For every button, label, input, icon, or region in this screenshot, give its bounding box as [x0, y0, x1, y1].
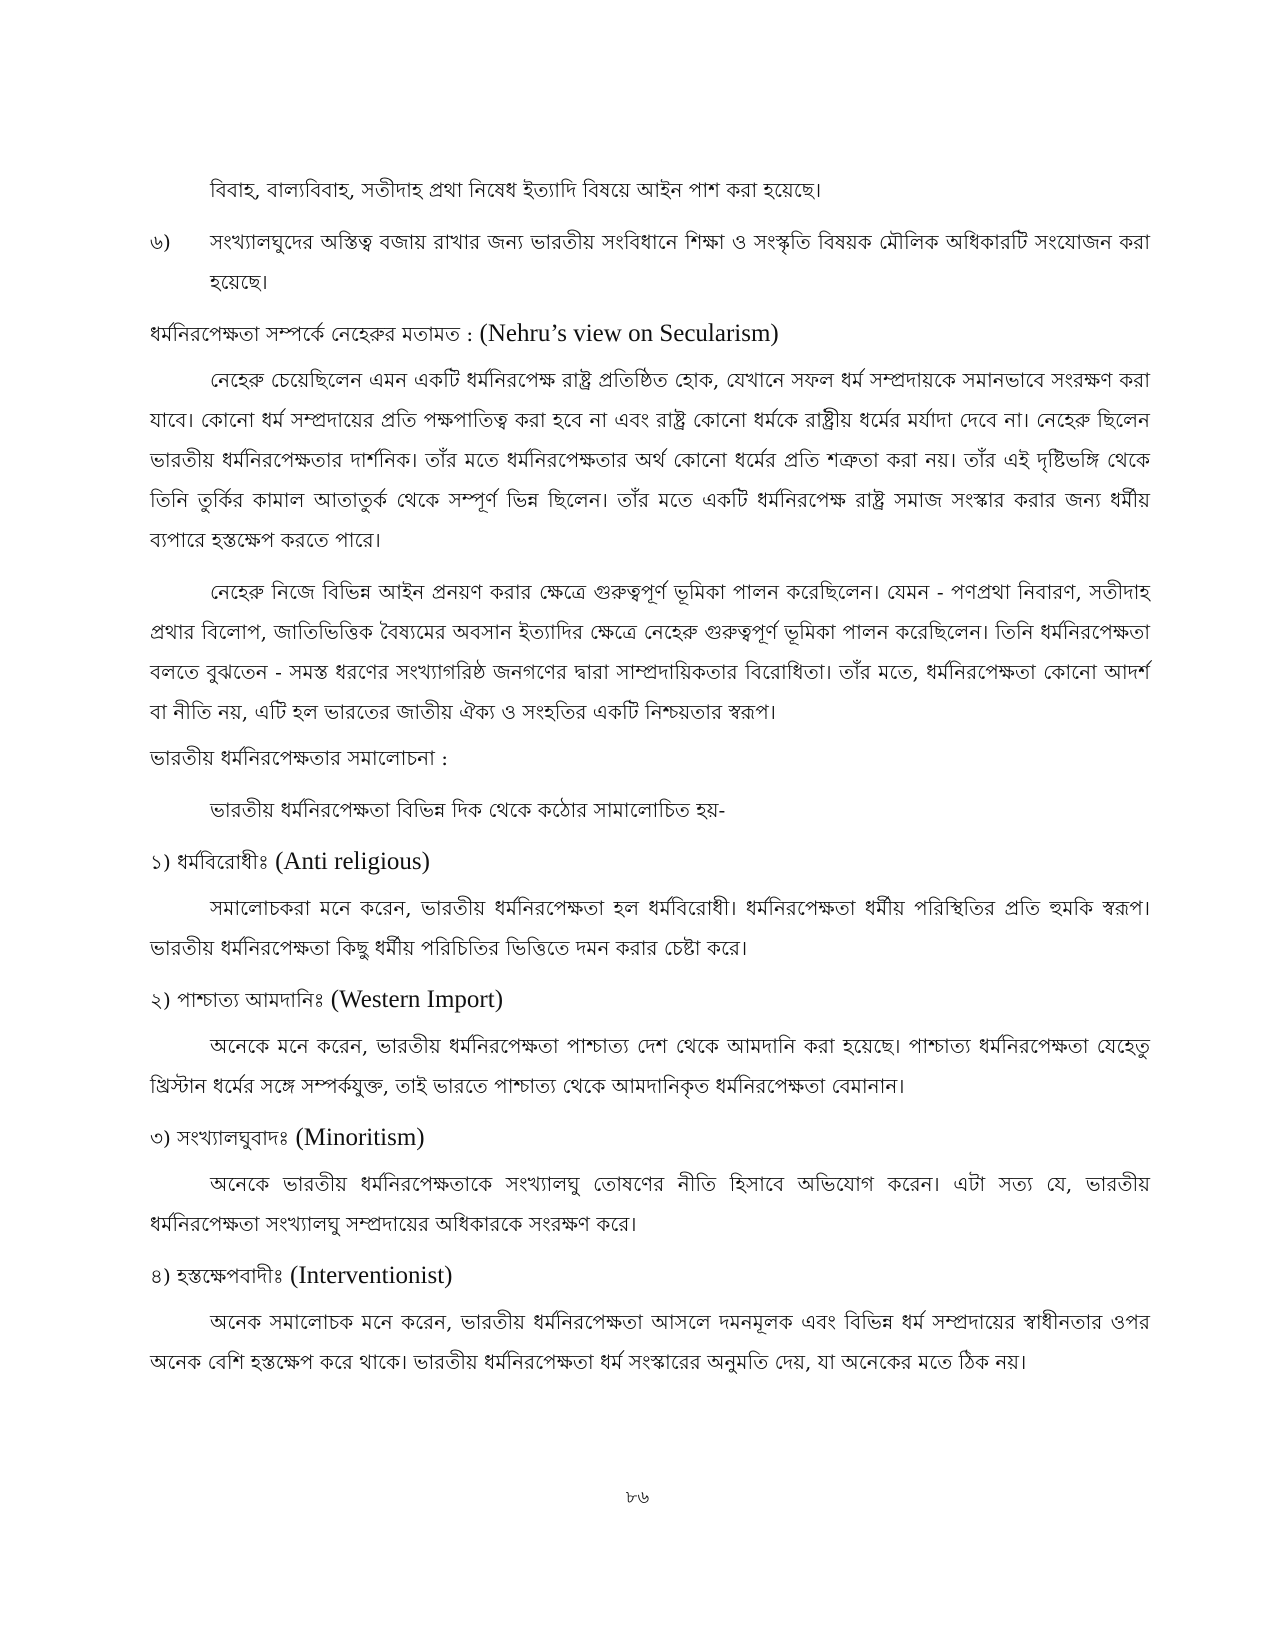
- paragraph-criticism-intro: ভারতীয় ধর্মনিরপেক্ষতা বিভিন্ন দিক থেকে কঠোর সামালোচিত হয়-: [210, 798, 726, 822]
- paragraph-western-import: অনেকে মনে করেন, ভারতীয় ধর্মনিরপেক্ষতা পাশ্চাত্য দেশ থেকে আমদানি করা হয়েছে। পাশ্চাত্য ধর্মনিরপেক্ষতা যেহেতু খ্রিস্টান ধর্মের সঙ্গে সম্পর্কযুক্ত, তাই ভারতে পাশ্চাত্য থেকে আমদানিকৃত ধর্মনিরপেক্ষতা বেমানান।: [150, 1034, 1150, 1098]
- section-heading-nehru: [150, 314, 1150, 354]
- paragraph-continuation: বিবাহ, বাল্যবিবাহ, সতীদাহ প্রথা নিষেধ ইত্যাদি বিষয়ে আইন পাশ করা হয়েছে।: [210, 178, 822, 202]
- heading-english: (Minoritism): [295, 1124, 425, 1151]
- subheading-minoritism: [150, 1118, 1150, 1158]
- heading-english: (Anti religious): [275, 848, 430, 875]
- page-number: ৮৬: [625, 1487, 650, 1508]
- paragraph-nehru-view: নেহেরু চেয়েছিলেন এমন একটি ধর্মনিরপেক্ষ রাষ্ট্র প্রতিষ্ঠিত হোক, যেখানে সফল ধর্ম সম্প্রদায়কে সমানভাবে সংরক্ষণ করা যাবে। কোনো ধর্ম সম্প্রদায়ের প্রতি পক্ষপাতিত্ব করা হবে না এবং রাষ্ট্র কোনো ধর্মকে রাষ্ট্রীয় ধর্মের মর্যাদা দেবে না। নেহেরু ছিলেন ভারতীয় ধর্মনিরপেক্ষতার দার্শনিক। তাঁর মতে ধর্মনিরপেক্ষতার অর্থ কোনো ধর্মের প্রতি শত্রুতা করা নয়। তাঁর এই দৃষ্টিভঙ্গি থেকে তিনি তুর্কির কামাল আতাতুর্ক থেকে সম্পূর্ণ ভিন্ন ছিলেন। তাঁর মতে একটি ধর্মনিরপেক্ষ রাষ্ট্র সমাজ সংস্কার করার জন্য ধর্মীয় ব্যপারে হস্তক্ষেপ করতে পারে।: [150, 368, 1150, 552]
- heading-english: (Western Import): [330, 986, 504, 1013]
- heading-bengali: ২) পাশ্চাত্য আমদানিঃ: [150, 988, 325, 1012]
- item-text: সংখ্যালঘুদের অস্তিত্ব বজায় রাখার জন্য ভারতীয় সংবিধানে শিক্ষা ও সংস্কৃতি বিষয়ক মৌলিক অধিকারটি সংযোজন করা হয়েছে।: [210, 230, 1150, 294]
- item-number: ৬): [150, 230, 171, 254]
- subheading-interventionist: [150, 1256, 1150, 1296]
- heading-bengali: ধর্মনিরপেক্ষতা সম্পর্কে নেহেরুর মতামত :: [150, 322, 474, 346]
- paragraph-minoritism: অনেকে ভারতীয় ধর্মনিরপেক্ষতাকে সংখ্যালঘু তোষণের নীতি হিসাবে অভিযোগ করেন। এটা সত্য যে, ভারতীয় ধর্মনিরপেক্ষতা সংখ্যালঘু সম্প্রদায়ের অধিকারকে সংরক্ষণ করে।: [150, 1172, 1150, 1236]
- heading-english: (Nehru’s view on Secularism): [479, 320, 779, 347]
- heading-english: (Interventionist): [290, 1262, 453, 1289]
- heading-bengali: ১) ধর্মবিরোধীঃ: [150, 850, 269, 874]
- heading-bengali: ৪) হস্তক্ষেপবাদীঃ: [150, 1264, 284, 1288]
- paragraph-interventionist: অনেক সমালোচক মনে করেন, ভারতীয় ধর্মনিরপেক্ষতা আসলে দমনমূলক এবং বিভিন্ন ধর্ম সম্প্রদায়ের স্বাধীনতার ওপর অনেক বেশি হস্তক্ষেপ করে থাকে। ভারতীয় ধর্মনিরপেক্ষতা ধর্ম সংস্কারের অনুমতি দেয়, যা অনেকের মতে ঠিক নয়।: [150, 1310, 1150, 1374]
- paragraph-anti-religious: সমালোচকরা মনে করেন, ভারতীয় ধর্মনিরপেক্ষতা হল ধর্মবিরোধী। ধর্মনিরপেক্ষতা ধর্মীয় পরিস্থিতির প্রতি হুমকি স্বরূপ। ভারতীয় ধর্মনিরপেক্ষতা কিছু ধর্মীয় পরিচিতির ভিত্তিতে দমন করার চেষ্টা করে।: [150, 896, 1150, 960]
- paragraph-nehru-laws: নেহেরু নিজে বিভিন্ন আইন প্রনয়ণ করার ক্ষেত্রে গুরুত্বপূর্ণ ভূমিকা পালন করেছিলেন। যেমন - পণপ্রথা নিবারণ, সতীদাহ প্রথার বিলোপ, জাতিভিত্তিক বৈষ্যমের অবসান ইত্যাদির ক্ষেত্রে নেহেরু গুরুত্বপূর্ণ ভূমিকা পালন করেছিলেন। তিনি ধর্মনিরপেক্ষতা বলতে বুঝতেন - সমস্ত ধরণের সংখ্যাগরিষ্ঠ জনগণের দ্বারা সাম্প্রদায়িকতার বিরোধিতা। তাঁর মতে, ধর্মনিরপেক্ষতা কোনো আদর্শ বা নীতি নয়, এটি হল ভারতের জাতীয় ঐক্য ও সংহতির একটি নিশ্চয়তার স্বরূপ।: [150, 580, 1150, 724]
- heading-bengali: ৩) সংখ্যালঘুবাদঃ: [150, 1126, 290, 1150]
- subheading-western-import: [150, 980, 1150, 1020]
- subheading-anti-religious: [150, 842, 1150, 882]
- numbered-item-6: [150, 222, 1150, 302]
- section-heading-criticism: ভারতীয় ধর্মনিরপেক্ষতার সমালোচনা :: [150, 746, 449, 770]
